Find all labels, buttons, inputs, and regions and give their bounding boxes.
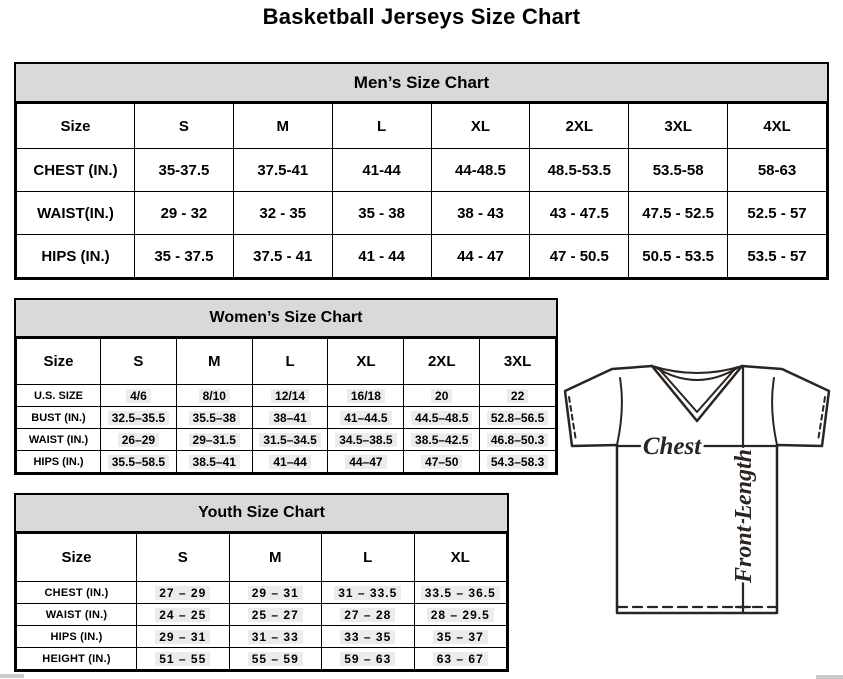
women-row-label-hips-in: HIPS (IN.) — [17, 451, 101, 473]
men-column-header-size: Size — [17, 104, 135, 149]
women-value-cell — [404, 385, 480, 407]
men-value-text: 37.5 - 41 — [253, 247, 313, 265]
women-value-text: 26–29 — [118, 433, 159, 447]
women-table-row — [17, 385, 556, 407]
youth-value-text: 55 – 59 — [248, 652, 303, 666]
women-value-cell — [328, 451, 404, 473]
men-value-cell — [629, 149, 728, 192]
men-value-cell — [629, 235, 728, 278]
youth-value-cell — [229, 582, 322, 604]
women-value-cell — [480, 451, 556, 473]
men-value-cell — [728, 235, 827, 278]
youth-value-text: 27 – 29 — [155, 586, 210, 600]
men-value-cell — [332, 192, 431, 235]
women-value-cell — [101, 385, 177, 407]
mens-size-chart-section — [14, 62, 829, 280]
women-value-text: 44–47 — [345, 455, 386, 469]
men-value-text: 44 - 47 — [457, 247, 504, 265]
mens-size-table — [16, 103, 827, 278]
youth-table-row — [17, 626, 507, 648]
men-value-text: 50.5 - 53.5 — [642, 247, 714, 265]
men-value-cell — [332, 235, 431, 278]
scrollbar-fragment-right[interactable] — [816, 675, 843, 679]
women-value-text: 4/6 — [126, 389, 151, 403]
women-table-row — [17, 451, 556, 473]
women-table-row — [17, 429, 556, 451]
women-value-cell — [328, 407, 404, 429]
women-value-cell — [101, 407, 177, 429]
women-value-cell — [252, 385, 328, 407]
men-row-label-waist-in: WAIST(IN.) — [17, 192, 135, 235]
scrollbar-fragment-left[interactable] — [0, 674, 24, 678]
youth-value-text: 31 – 33.5 — [334, 586, 401, 600]
men-value-text: 48.5-53.5 — [547, 161, 611, 179]
men-value-cell — [431, 192, 530, 235]
women-row-label-u-s-size: U.S. SIZE — [17, 385, 101, 407]
youth-column-header-m: M — [229, 534, 322, 582]
men-value-cell — [135, 149, 234, 192]
men-value-text: 35-37.5 — [158, 161, 210, 179]
jersey-measurement-diagram — [556, 356, 834, 624]
youth-value-cell — [414, 604, 507, 626]
women-column-header-2xl: 2XL — [404, 339, 480, 385]
women-value-cell — [252, 451, 328, 473]
womens-table-title: Women’s Size Chart — [16, 300, 556, 338]
women-value-cell — [480, 429, 556, 451]
youth-value-text: 51 – 55 — [155, 652, 210, 666]
men-value-cell — [332, 149, 431, 192]
women-value-text: 54.3–58.3 — [487, 455, 548, 469]
men-value-text: 29 - 32 — [160, 204, 208, 222]
youth-value-cell — [137, 626, 230, 648]
men-column-header-3xl: 3XL — [629, 104, 728, 149]
chest-measure-label: Chest — [642, 433, 702, 460]
youth-value-cell — [414, 582, 507, 604]
men-column-header-s: S — [135, 104, 234, 149]
men-value-cell — [530, 149, 629, 192]
women-value-cell — [404, 451, 480, 473]
men-column-header-2xl: 2XL — [530, 104, 629, 149]
youth-row-label-height-in: HEIGHT (IN.) — [17, 648, 137, 670]
men-value-cell — [728, 192, 827, 235]
youth-value-text: 63 – 67 — [433, 652, 488, 666]
women-value-text: 52.8–56.5 — [487, 411, 548, 425]
youth-value-text: 29 – 31 — [155, 630, 210, 644]
men-value-cell — [135, 192, 234, 235]
youth-row-label-hips-in: HIPS (IN.) — [17, 626, 137, 648]
women-value-cell — [101, 451, 177, 473]
men-value-text: 35 - 37.5 — [154, 247, 214, 265]
youth-value-cell — [137, 582, 230, 604]
youth-column-header-s: S — [137, 534, 230, 582]
women-value-text: 16/18 — [347, 389, 385, 403]
men-value-text: 38 - 43 — [457, 204, 504, 222]
youth-value-text: 33 – 35 — [340, 630, 395, 644]
women-value-text: 38.5–41 — [189, 455, 240, 469]
mens-table-title: Men’s Size Chart — [16, 64, 827, 103]
women-value-cell — [404, 407, 480, 429]
women-value-text: 35.5–38 — [189, 411, 240, 425]
youth-value-text: 28 – 29.5 — [427, 608, 494, 622]
women-row-label-waist-in: WAIST (IN.) — [17, 429, 101, 451]
youth-value-cell — [137, 604, 230, 626]
youth-value-cell — [322, 648, 415, 670]
youth-value-text: 35 – 37 — [433, 630, 488, 644]
women-column-header-l: L — [252, 339, 328, 385]
youth-value-cell — [229, 626, 322, 648]
youth-value-text: 24 – 25 — [155, 608, 210, 622]
men-value-cell — [135, 235, 234, 278]
women-value-text: 47–50 — [421, 455, 462, 469]
youth-column-header-l: L — [322, 534, 415, 582]
youth-value-cell — [322, 582, 415, 604]
youth-value-text: 27 – 28 — [340, 608, 395, 622]
men-row-label-hips-in: HIPS (IN.) — [17, 235, 135, 278]
men-value-text: 58-63 — [757, 161, 797, 179]
women-value-cell — [176, 407, 252, 429]
youth-table-row — [17, 648, 507, 670]
men-value-cell — [233, 192, 332, 235]
men-value-cell — [233, 149, 332, 192]
men-value-text: 44-48.5 — [455, 161, 506, 179]
womens-size-chart-section — [14, 298, 558, 475]
men-value-cell — [530, 192, 629, 235]
youth-column-header-size: Size — [17, 534, 137, 582]
men-column-header-m: M — [233, 104, 332, 149]
youth-size-table — [16, 533, 507, 670]
men-column-header-l: L — [332, 104, 431, 149]
youth-column-header-xl: XL — [414, 534, 507, 582]
women-value-text: 20 — [431, 389, 452, 403]
men-value-cell — [728, 149, 827, 192]
men-value-text: 47.5 - 52.5 — [642, 204, 714, 222]
men-value-text: 43 - 47.5 — [549, 204, 609, 222]
youth-value-text: 31 – 33 — [248, 630, 303, 644]
women-value-text: 34.5–38.5 — [335, 433, 396, 447]
women-value-cell — [252, 429, 328, 451]
women-value-text: 38–41 — [269, 411, 310, 425]
men-row-label-chest-in: CHEST (IN.) — [17, 149, 135, 192]
youth-table-row — [17, 582, 507, 604]
men-value-text: 37.5-41 — [257, 161, 309, 179]
page-title: Basketball Jerseys Size Chart — [262, 4, 581, 29]
women-value-cell — [404, 429, 480, 451]
women-value-cell — [480, 407, 556, 429]
women-value-text: 22 — [507, 389, 528, 403]
women-column-header-s: S — [101, 339, 177, 385]
women-value-cell — [176, 429, 252, 451]
women-value-text: 12/14 — [271, 389, 309, 403]
women-row-label-bust-in: BUST (IN.) — [17, 407, 101, 429]
youth-value-text: 25 – 27 — [248, 608, 303, 622]
men-value-text: 53.5-58 — [652, 161, 704, 179]
youth-value-text: 33.5 – 36.5 — [421, 586, 500, 600]
women-value-cell — [480, 385, 556, 407]
women-value-text: 35.5–58.5 — [108, 455, 169, 469]
women-column-header-xl: XL — [328, 339, 404, 385]
womens-size-table — [16, 338, 556, 473]
men-table-row — [17, 149, 827, 192]
women-value-text: 44.5–48.5 — [411, 411, 472, 425]
men-value-text: 47 - 50.5 — [549, 247, 609, 265]
women-value-cell — [328, 429, 404, 451]
women-value-text: 31.5–34.5 — [259, 433, 320, 447]
men-value-cell — [431, 235, 530, 278]
men-value-cell — [530, 235, 629, 278]
women-table-row — [17, 407, 556, 429]
women-value-cell — [328, 385, 404, 407]
men-value-cell — [233, 235, 332, 278]
women-value-text: 8/10 — [199, 389, 230, 403]
jersey-armhole-left — [617, 378, 622, 445]
youth-table-row — [17, 604, 507, 626]
youth-value-cell — [229, 604, 322, 626]
youth-value-cell — [322, 604, 415, 626]
youth-row-label-chest-in: CHEST (IN.) — [17, 582, 137, 604]
men-value-text: 53.5 - 57 — [747, 247, 807, 265]
women-column-header-size: Size — [17, 339, 101, 385]
youth-value-cell — [414, 626, 507, 648]
youth-table-title: Youth Size Chart — [16, 495, 507, 533]
women-value-cell — [252, 407, 328, 429]
youth-row-label-waist-in: WAIST (IN.) — [17, 604, 137, 626]
women-column-header-3xl: 3XL — [480, 339, 556, 385]
women-value-text: 46.8–50.3 — [487, 433, 548, 447]
youth-value-cell — [414, 648, 507, 670]
youth-value-cell — [229, 648, 322, 670]
men-column-header-xl: XL — [431, 104, 530, 149]
men-value-text: 35 - 38 — [358, 204, 405, 222]
men-value-text: 32 - 35 — [259, 204, 307, 222]
women-value-cell — [176, 451, 252, 473]
youth-value-text: 59 – 63 — [340, 652, 395, 666]
women-value-text: 29–31.5 — [189, 433, 240, 447]
women-value-text: 38.5–42.5 — [411, 433, 472, 447]
front-length-measure-label: Front Length — [731, 448, 757, 584]
men-table-row — [17, 235, 827, 278]
men-column-header-4xl: 4XL — [728, 104, 827, 149]
men-value-text: 41-44 — [362, 161, 401, 179]
youth-value-cell — [137, 648, 230, 670]
men-value-text: 41 - 44 — [358, 247, 405, 265]
men-value-text: 52.5 - 57 — [747, 204, 807, 222]
women-value-text: 32.5–35.5 — [108, 411, 169, 425]
women-column-header-m: M — [176, 339, 252, 385]
women-value-text: 41–44 — [269, 455, 310, 469]
women-value-text: 41–44.5 — [340, 411, 391, 425]
women-value-cell — [101, 429, 177, 451]
youth-value-text: 29 – 31 — [248, 586, 303, 600]
men-value-cell — [431, 149, 530, 192]
men-table-row — [17, 192, 827, 235]
women-value-cell — [176, 385, 252, 407]
men-value-cell — [629, 192, 728, 235]
youth-value-cell — [322, 626, 415, 648]
jersey-outline — [565, 366, 829, 613]
jersey-armhole-right — [772, 378, 777, 445]
youth-size-chart-section — [14, 493, 509, 672]
